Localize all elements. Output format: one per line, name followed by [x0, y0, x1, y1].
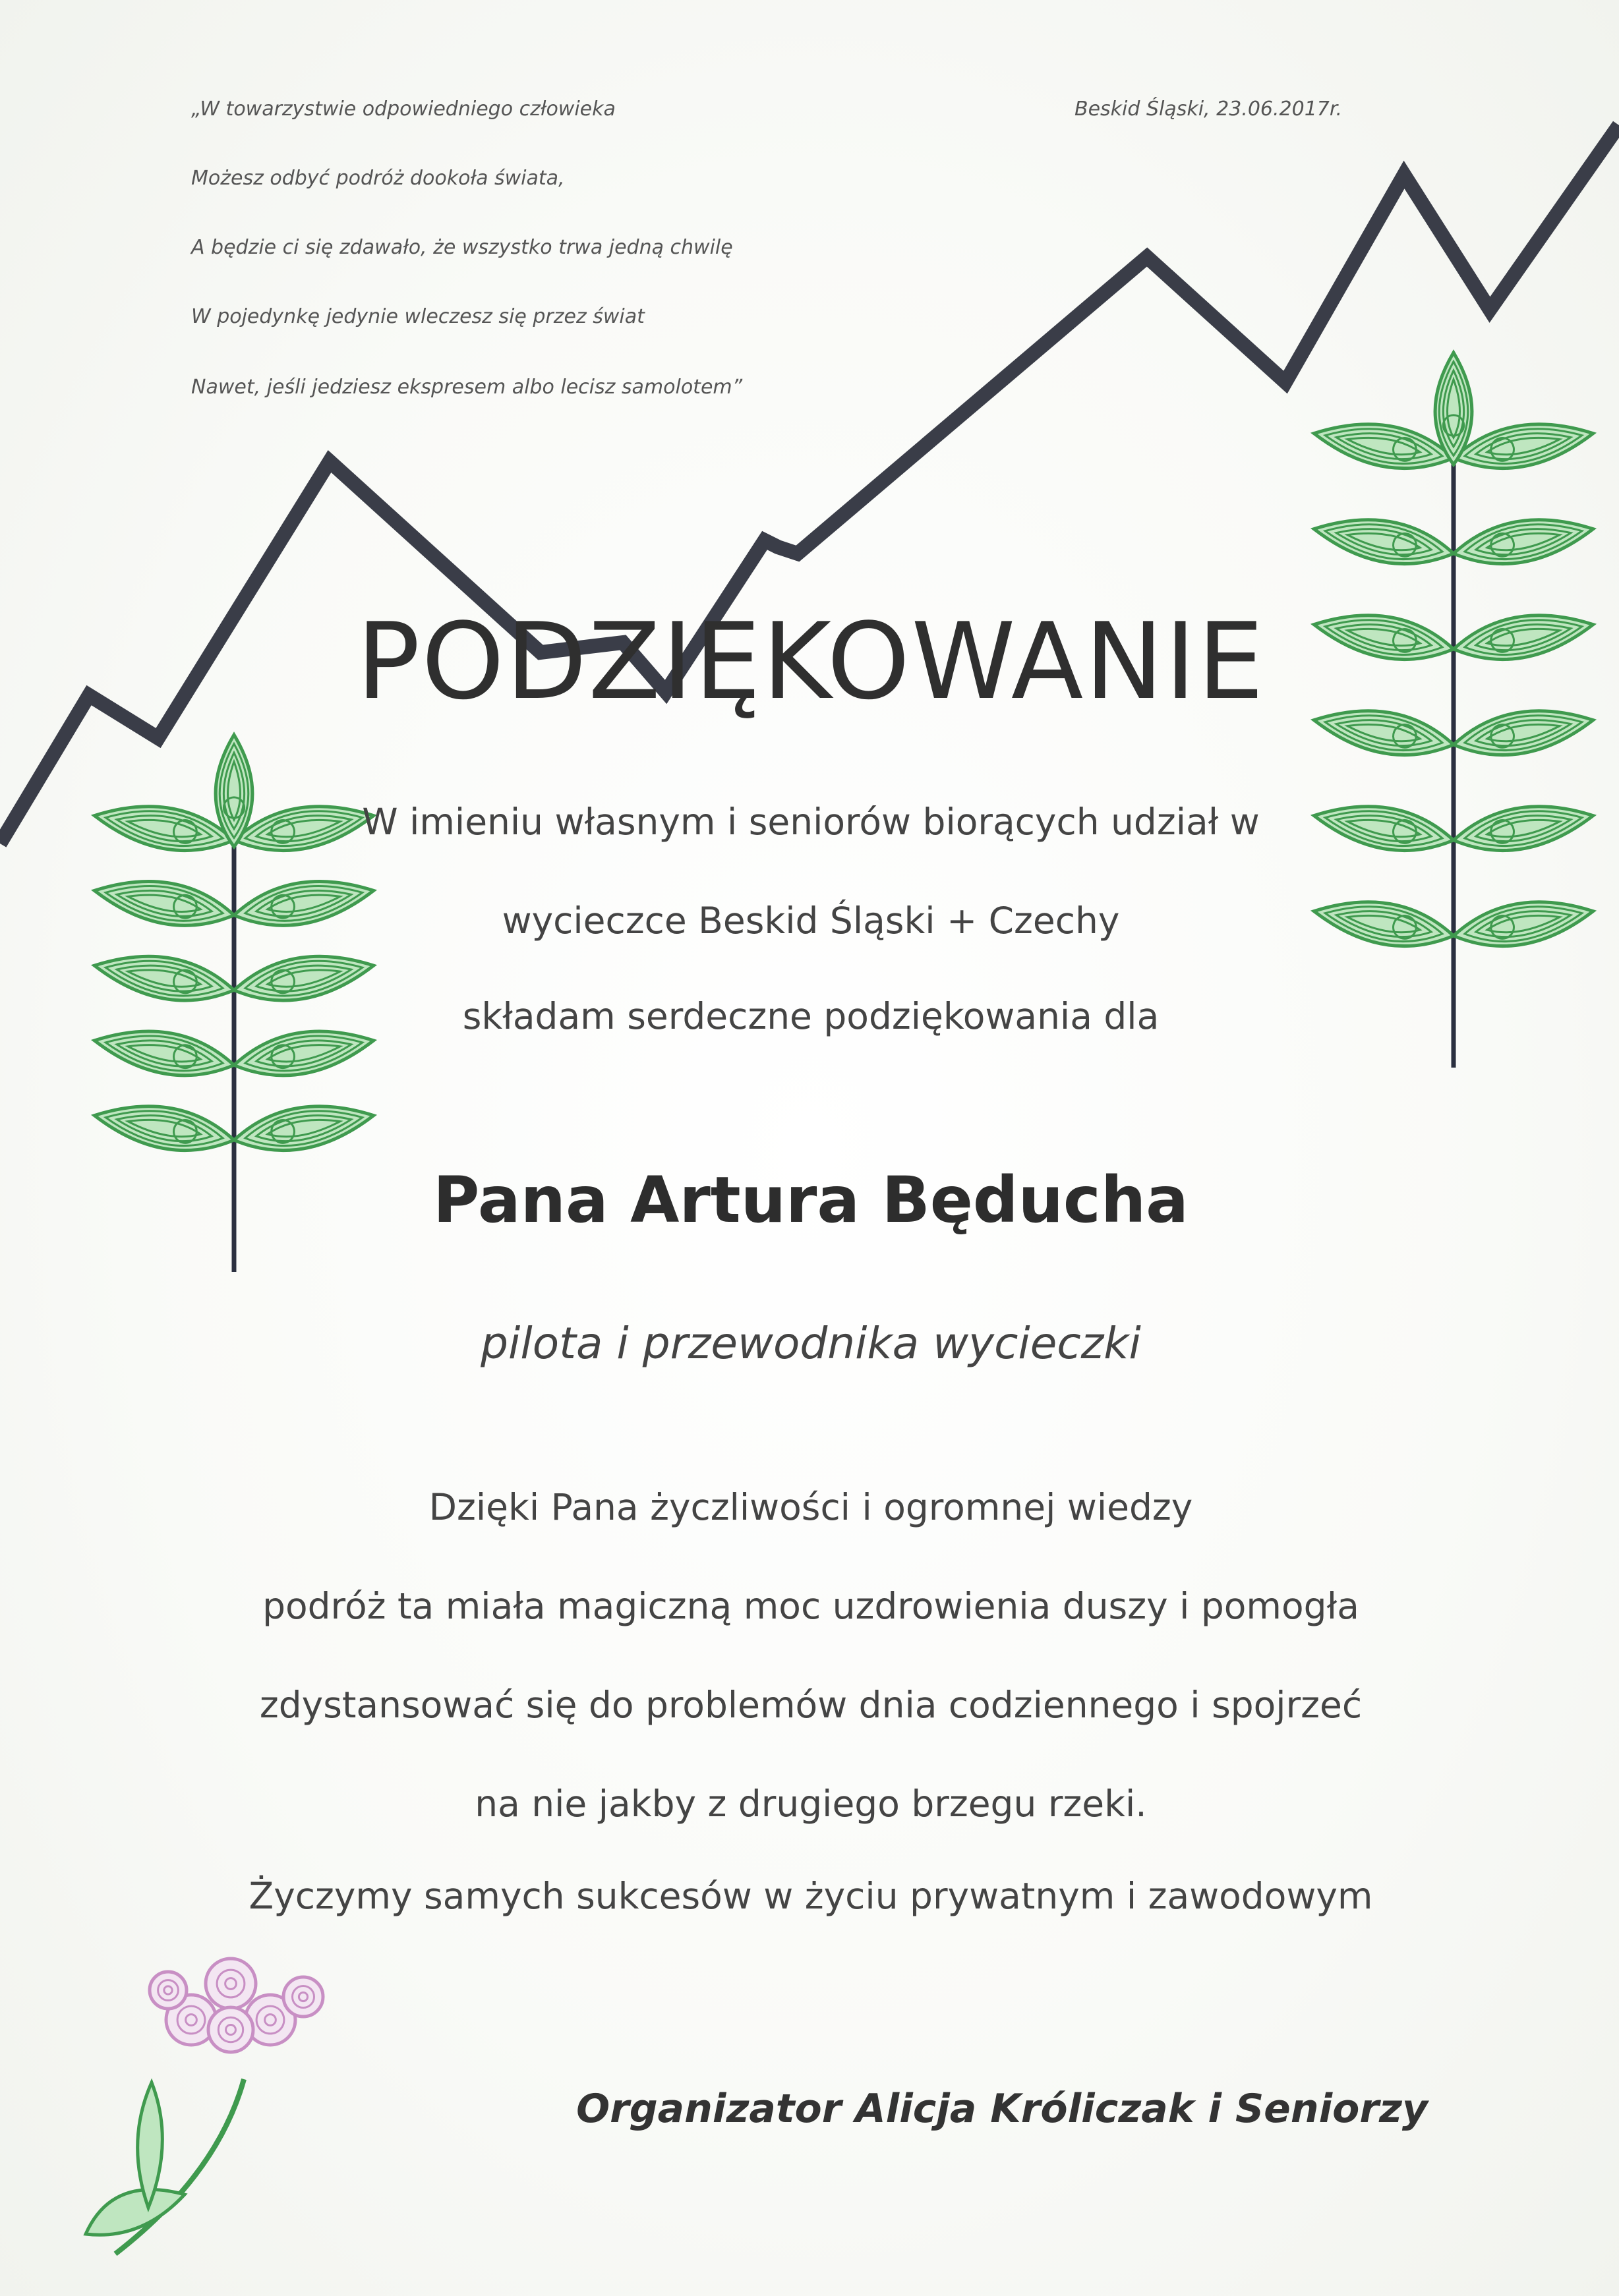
- certificate-heading: PODZIĘKOWANIE: [356, 600, 1266, 723]
- intro-line-2: wycieczce Beskid Śląski + Czechy: [502, 900, 1120, 942]
- place-date: Beskid Śląski, 23.06.2017r.: [1074, 98, 1343, 121]
- recipient-name: Pana Artura Będucha: [433, 1163, 1189, 1237]
- message-line-4: na nie jakby z drugiego brzegu rzeki.: [475, 1783, 1147, 1825]
- signature: Organizator Alicja Króliczak i Seniorzy: [576, 2086, 1428, 2132]
- intro-line-1: W imieniu własnym i seniorów biorących udział w: [362, 801, 1260, 843]
- message-line-2: podróż ta miała magiczną moc uzdrowienia duszy i pomogła: [262, 1585, 1359, 1627]
- recipient-role: pilota i przewodnika wycieczki: [481, 1318, 1141, 1369]
- quote-line-3: A będzie ci się zdawało, że wszystko trwa jedną chwilę: [191, 236, 733, 259]
- quote-line-4: W pojedynkę jedynie wleczesz się przez świat: [191, 305, 645, 328]
- message-line-3: zdystansować się do problemów dnia codziennego i spojrzeć: [259, 1684, 1363, 1726]
- quote-line-5: Nawet, jeśli jedziesz ekspresem albo lecisz samolotem”: [191, 376, 743, 399]
- message-line-5: Życzymy samych sukcesów w życiu prywatnym i zawodowym: [249, 1875, 1373, 1917]
- intro-line-3: składam serdeczne podziękowania dla: [462, 995, 1160, 1037]
- quote-line-2: Możesz odbyć podróż dookoła świata,: [191, 167, 565, 190]
- message-line-1: Dzięki Pana życzliwości i ogromnej wiedzy: [428, 1486, 1193, 1528]
- quote-line-1: „W towarzystwie odpowiedniego człowieka: [191, 98, 616, 121]
